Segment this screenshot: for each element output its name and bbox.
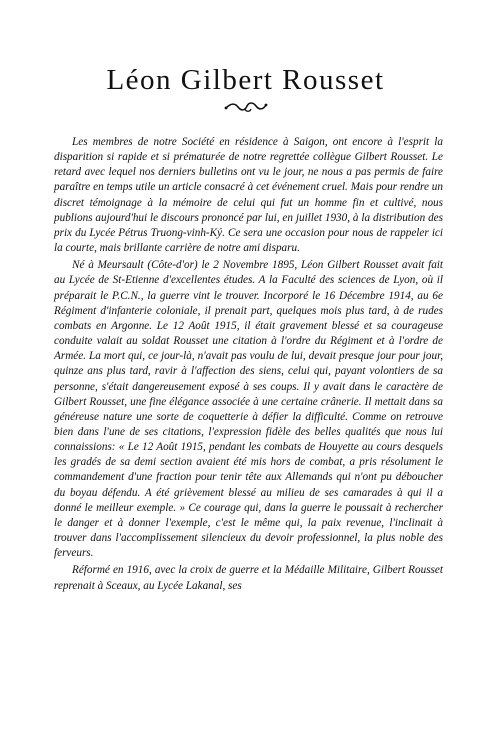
page-title: Léon Gilbert Rousset (106, 64, 385, 96)
decorative-flourish-icon (223, 100, 269, 114)
article-body (54, 135, 443, 594)
paragraph-reform: Réformé en 1916, avec la croix de guerre et la Médaille Militaire, Gilbert Rousset reprenait à Sceaux, au Lycée Lakanal, ses (54, 564, 443, 592)
paragraph-biography: Né à Meursault (Côte-d'or) le 2 Novembre 1895, Léon Gilbert Rousset avait fait au Lycée de St-Etienne d'excellentes études. A la Faculté des sciences de Lyon, où il préparait le P.C.N., la guerre vint le trouver. Incorporé le 16 Décembre 1914, au 6e Régiment d'infanterie coloniale, il prenait part, quelques mois plus tard, à de rudes combats en Argonne. Le 12 Août 1915, il était gravement blessé et sa courageuse conduite valait au soldat Rousset une citation à l'ordre du Régiment et à l'ordre de Armée. La mort qui, ce jour-là, n'avait pas voulu de lui, devait presque jour pour jour, quinze ans plus tard, ravir à l'affection des siens, celui qui, payant volontiers de sa personne, s'était dangereusement exposé à ses coups. Il y avait dans le caractère de Gilbert Rousset, une fine élégance associée à une certaine crânerie. Il mettait dans sa généreuse nature une sorte de coquetterie à défier la difficulté. Comme on retrouve bien dans l'une de ses citations, l'expression fidèle des belles qualités que nous lui connaissions: « Le 12 Août 1915, pendant les combats de Houyette au cours desquels les gradés de sa demi section avaient été mis hors de combat, a pris résolument le commandement d'une fraction pour tenir tête aux Allemands qui n'ont pu déboucher du boyau défendu. A été grièvement blessé au milieu de ses camarades à qui il a donné le meilleur exemple. » Ce courage qui, dans la guerre le poussait à rechercher le danger et à donner l'exemple, c'est le même qui, la paix revenue, l'inclinait à trouver dans l'accomplissement silencieux du devoir professionnel, la plus noble des ferveurs. (54, 259, 443, 560)
paragraph-intro: Les membres de notre Société en résidence à Saigon, ont encore à l'esprit la disparition si rapide et si prématurée de notre regrettée collègue Gilbert Rousset. Le retard avec lequel nos derniers bulletins ont vu le jour, ne nous a pas permis de faire paraître en temps utile un article consacré à cet événement cruel. Mais pour rendre un discret témoignage à la mémoire de celui qui fut un homme fin et cultivé, nous publions aujourd'hui le discours prononcé par lui, en juillet 1930, à la distribution des prix du Lycée Pétrus Truong-vinh-Ký. Ce sera une occasion pour nous de rappeler ici la courte, mais brillante carrière de notre ami disparu. (54, 136, 443, 255)
